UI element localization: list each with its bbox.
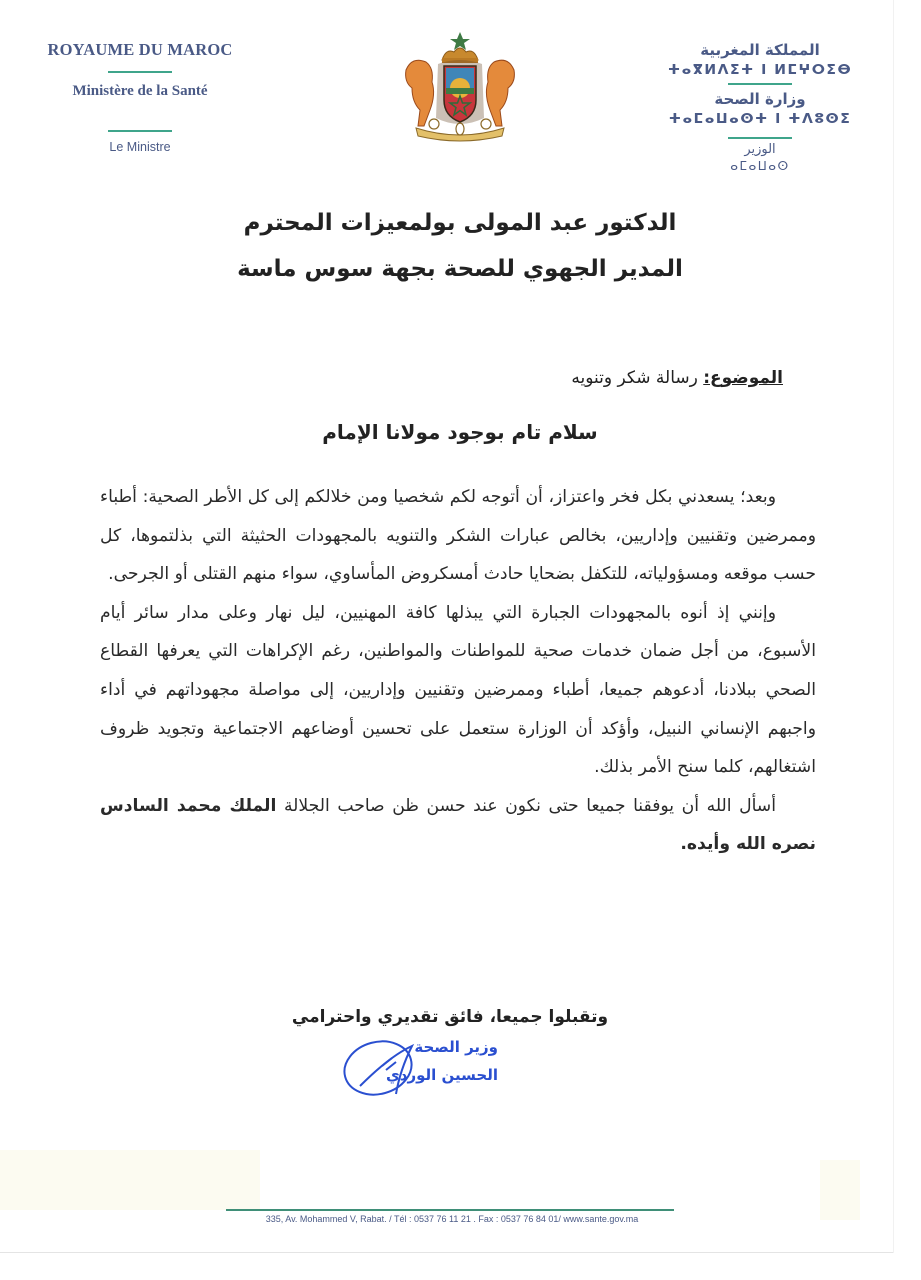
kingdom-name-ar: المملكة المغربية (700, 41, 820, 59)
subject-line (571, 368, 783, 388)
recipient-name: الدكتور عبد المولى بولمعيزات المحترم (243, 210, 677, 236)
footer-address: 335, Av. Mohammed V, Rabat. / Tél : 0537 76 11 21 . Fax : 0537 76 84 01/ www.sante.gov.ma (265, 1214, 639, 1224)
subject-value: رسالة شكر وتنويه (571, 368, 698, 388)
ministry-name-ar: وزارة الصحة (714, 90, 806, 108)
minister-role-tifinagh: ⴰⵎⴰⵡⴰⵙ (730, 159, 790, 173)
letterhead-left (30, 40, 250, 154)
ministry-name-tifinagh: ⵜⴰⵎⴰⵡⴰⵙⵜ ⵏ ⵜⴷⵓⵙⵉ (668, 111, 852, 127)
greeting: سلام تام بوجود مولانا الإمام (322, 420, 598, 444)
recipient-title: المدير الجهوي للصحة بجهة سوس ماسة (237, 256, 683, 282)
signature-block (330, 1036, 510, 1098)
body-paragraph-text: أسأل الله أن يوفقنا جميعا حتى نكون عند حسن ظن صاحب الجلالة (276, 795, 776, 816)
kingdom-name-tifinagh: ⵜⴰⴳⵍⴷⵉⵜ ⵏ ⵍⵎⵖⵔⵉⴱ (667, 62, 853, 78)
ministry-name-fr: Ministère de la Santé (72, 83, 208, 99)
king-reference: الملك محمد السادس نصره الله وأيده. (100, 795, 816, 855)
faint-watermark (820, 1160, 860, 1220)
divider (728, 137, 792, 139)
body-paragraph: وبعد؛ يسعدني بكل فخر واعتزاز، أن أتوجه لكم شخصيا ومن خلالكم إلى كل الأطر الصحية: أطباء وممرضين وتقنيين وإداريين، بخالص عبارات الشكر والتنويه بالمجهودات الحثيثة التي بذلتموها، كل حسب موقعه ومسؤولياته، للتكفل بضحايا حادث أمسكروض المأساوي، سواء منهم القتلى أو الجرحى. (100, 487, 816, 585)
recipient-block (180, 200, 740, 292)
minister-role-fr: Le Ministre (109, 140, 171, 154)
faint-watermark (0, 1150, 260, 1210)
minister-role-ar: الوزير (744, 142, 776, 157)
page-edge-bottom (0, 1252, 893, 1253)
signatory-title: وزير الصحة (414, 1038, 498, 1056)
closing-formula: وتقبلوا جميعا، فائق تقديري واحترامي (291, 1007, 609, 1027)
body-paragraph: وإنني إذ أنوه بالمجهودات الجبارة التي يبذلها كافة المهنيين، ليل نهار وعلى مدار سائر أيام الأسبوع، من أجل ضمان خدمات صحية للمواطنات والمواطنين، رغم الإكراهات التي يعرفها القطاع الصحي ببلادنا، أدعوهم جميعا، أطباء وممرضين وتقنيين وإداريين، إلى مواصلة مجهوداتهم في أداء واجبهم الإنساني النبيل، وأؤكد أن الوزارة ستعمل على تحسين أوضاعهم الاجتماعية وتجويد ظروف اشتغالهم، كلما سنح الأمر بذلك. (100, 602, 816, 778)
signatory-name: الحسين الوردي (386, 1066, 498, 1084)
subject-label: الموضوع: (703, 368, 783, 388)
divider (108, 130, 172, 132)
footer-divider (226, 1209, 674, 1211)
page-edge-right (893, 0, 894, 1253)
letterhead-right (655, 40, 865, 174)
kingdom-name-fr: ROYAUME DU MAROC (47, 40, 233, 59)
body-paragraph (100, 787, 816, 864)
letter-body (100, 478, 816, 864)
divider (728, 83, 792, 85)
coat-of-arms-icon (398, 30, 522, 142)
divider (108, 71, 172, 73)
